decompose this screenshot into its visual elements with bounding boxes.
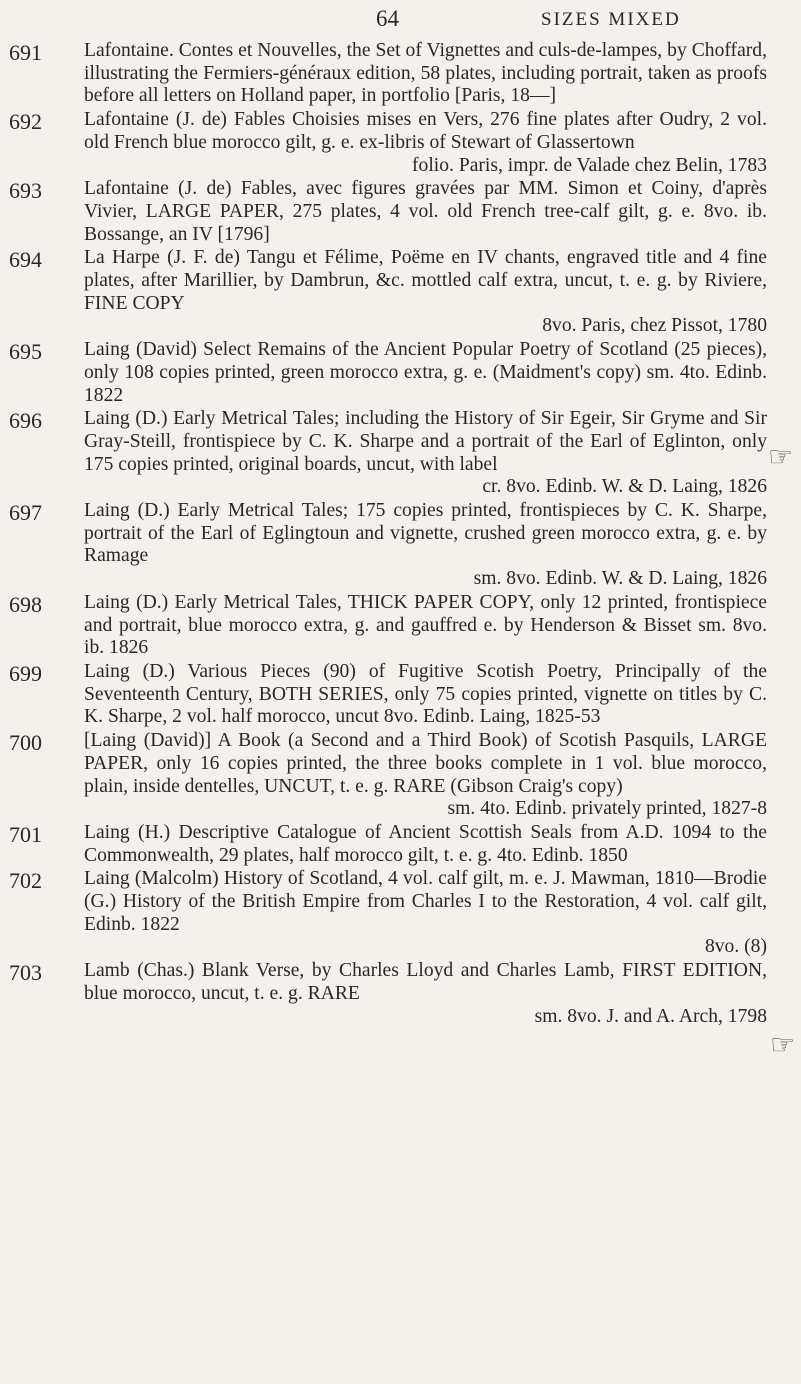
lot-imprint: sm. 8vo. J. and A. Arch, 1798 <box>534 1005 767 1027</box>
lot-number: 692 <box>9 109 42 135</box>
lot-imprint: cr. 8vo. Edinb. W. & D. Laing, 1826 <box>482 476 767 498</box>
lot-number: 700 <box>9 730 42 756</box>
lot-number: 695 <box>9 339 42 365</box>
lot-number: 698 <box>9 591 42 617</box>
lot-description: Laing (D.) Early Metrical Tales; including the History of Sir Egeir, Sir Gryme and Sir Gray-Steill, frontispiece by C. K. Sharpe and a portrait of the Earl of Eglinton, only 175 copies printed, original boards, uncut, with label cr. 8vo. Edinb. W. & D. Laing, 1826 <box>84 408 767 498</box>
lot-list <box>0 40 801 1029</box>
lot-entry <box>0 40 801 108</box>
lot-imprint: folio. Paris, impr. de Valade chez Belin, 1783 <box>412 154 767 176</box>
lot-imprint: sm. 8vo. Edinb. W. & D. Laing, 1826 <box>473 568 767 590</box>
lot-number: 702 <box>9 868 42 894</box>
lot-entry <box>0 500 801 591</box>
lot-entry <box>0 408 801 499</box>
lot-entry <box>0 661 801 729</box>
lot-description: Lafontaine (J. de) Fables Choisies mises en Vers, 276 fine plates after Oudry, 2 vol. old French blue morocco gilt, g. e. ex-libris of Stewart of Glassertown folio. Paris, impr. de Valade chez Belin, 1783 <box>84 109 767 176</box>
lot-number: 696 <box>9 408 42 434</box>
lot-description: [Laing (David)] A Book (a Second and a Third Book) of Scotish Pasquils, LARGE PAPER, only 16 copies printed, the three books complete in 1 vol. blue morocco, plain, inside dentelles, UNCUT, t. e. g. RARE (Gibson Craig's copy) sm. 4to. Edinb. privately printed, 1827-8 <box>84 730 767 820</box>
lot-entry <box>0 592 801 660</box>
lot-number: 699 <box>9 660 42 686</box>
lot-description: Laing (H.) Descriptive Catalogue of Ancient Scottish Seals from A.D. 1094 to the Commonwealth, 29 plates, half morocco gilt, t. e. g. 4to. Edinb. 1850 <box>84 821 767 866</box>
lot-description: Laing (D.) Early Metrical Tales, THICK PAPER COPY, only 12 printed, frontispiece and portrait, blue morocco extra, g. and gauffred e. by Henderson & Bisset sm. 8vo. ib. 1826 <box>84 591 767 659</box>
lot-description: La Harpe (J. F. de) Tangu et Félime, Poëme en IV chants, engraved title and 4 fine plates, after Marillier, by Dambrun, &c. mottled calf extra, uncut, t. e. g. by Riviere, FINE COPY 8vo. Paris, chez Pissot, 1780 <box>84 247 767 337</box>
lot-number: 697 <box>9 500 42 526</box>
lot-number: 703 <box>9 960 42 986</box>
lot-description: Laing (D.) Early Metrical Tales; 175 copies printed, frontispieces by C. K. Sharpe, portrait of the Earl of Eglingtoun and vignette, crushed green morocco extra, g. e. by Ramage sm. 8vo. Edinb. W. & D. Laing, 1826 <box>84 500 767 590</box>
lot-description: Lafontaine. Contes et Nouvelles, the Set of Vignettes and culs-de-lampes, by Choffard, illustrating the Fermiers-généraux edition, 58 plates, including portrait, taken as proofs before all letters on Holland paper, in portfolio [Paris, 18—] <box>84 40 767 107</box>
lot-entry <box>0 960 801 1028</box>
lot-entry <box>0 868 801 959</box>
lot-number: 701 <box>9 821 42 847</box>
page-header <box>0 6 801 36</box>
lot-description: Lamb (Chas.) Blank Verse, by Charles Lloyd and Charles Lamb, FIRST EDITION, blue morocco, uncut, t. e. g. RARE sm. 8vo. J. and A. Arch, 1798 <box>84 960 767 1027</box>
lot-imprint: 8vo. (8) <box>704 936 767 958</box>
lot-entry <box>0 109 801 177</box>
lot-imprint: 8vo. Paris, chez Pissot, 1780 <box>542 315 767 337</box>
lot-entry <box>0 178 801 246</box>
lot-number: 694 <box>9 247 42 273</box>
lot-entry <box>0 730 801 821</box>
hand-pointer-icon: ☞ <box>768 442 794 473</box>
lot-description: Lafontaine (J. de) Fables, avec figures gravées par MM. Simon et Coiny, d'après Vivier, LARGE PAPER, 275 plates, 4 vol. old French tree-calf gilt, g. e. 8vo. ib. Bossange, an IV [1796] <box>84 178 767 245</box>
hand-pointer-icon: ☞ <box>770 1030 796 1061</box>
lot-number: 693 <box>9 178 42 204</box>
lot-entry <box>0 339 801 407</box>
lot-entry <box>0 247 801 338</box>
page-number: 64 <box>376 6 399 31</box>
lot-description: Laing (Malcolm) History of Scotland, 4 vol. calf gilt, m. e. J. Mawman, 1810—Brodie (G.) History of the British Empire from Charles I to the Restoration, 4 vol. calf gilt, Edinb. 1822 8vo. (8) <box>84 868 767 958</box>
section-title: SIZES MIXED <box>541 9 681 30</box>
lot-imprint: sm. 4to. Edinb. privately printed, 1827-8 <box>447 798 767 820</box>
lot-entry <box>0 822 801 867</box>
lot-number: 691 <box>9 40 42 65</box>
lot-description: Laing (David) Select Remains of the Ancient Popular Poetry of Scotland (25 pieces), only 108 copies printed, green morocco extra, g. e. (Maidment's copy) sm. 4to. Edinb. 1822 <box>84 339 767 406</box>
lot-description: Laing (D.) Various Pieces (90) of Fugitive Scotish Poetry, Principally of the Seventeenth Century, BOTH SERIES, only 75 copies printed, vignette on titles by C. K. Sharpe, 2 vol. half morocco, uncut 8vo. Edinb. Laing, 1825-53 <box>84 660 767 728</box>
